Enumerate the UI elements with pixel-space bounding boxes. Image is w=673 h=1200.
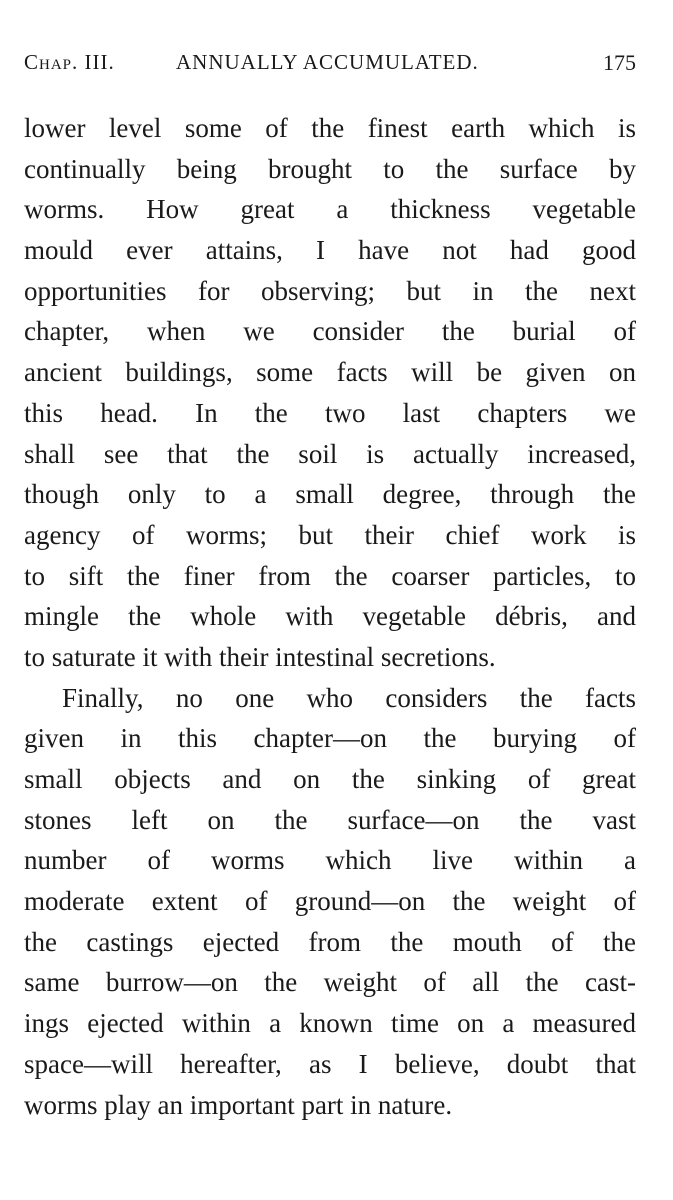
text-line: moderate extent of ground—on the weight of (24, 886, 636, 917)
text-line: number of worms which live within a (24, 845, 636, 876)
text-line: the castings ejected from the mouth of the (24, 926, 636, 957)
text-line: shall see that the soil is actually increased, (24, 438, 636, 469)
text-line: mould ever attains, I have not had good (24, 235, 636, 266)
text-line: small objects and on the sinking of great (24, 764, 636, 794)
text-line: agency of worms; but their chief work is (24, 519, 636, 550)
paragraph-1 (24, 108, 636, 678)
text-line: given in this chapter—on the burying of (24, 723, 636, 754)
text-line: same burrow—on the weight of all the cast- (24, 967, 636, 998)
text-line: opportunities for observing; but in the next (24, 275, 636, 306)
text-line: lower level some of the finest earth which is (24, 113, 636, 143)
text-line: ancient buildings, some facts will be given on (24, 357, 636, 388)
text-line: stones left on the surface—on the vast (24, 804, 636, 835)
text-line: Finally, no one who considers the facts (62, 682, 636, 713)
body-text (24, 108, 636, 1125)
running-title: ANNUALLY ACCUMULATED. (176, 50, 479, 74)
page-number: 175 (603, 50, 636, 75)
text-line: mingle the whole with vegetable débris, and (24, 601, 636, 632)
text-line: though only to a small degree, through the (24, 479, 636, 510)
text-line: to saturate it with their intestinal secretions. (24, 641, 496, 672)
text-line: continually being brought to the surface by (24, 153, 636, 184)
text-line: chapter, when we consider the burial of (24, 316, 636, 347)
text-line: worms. How great a thickness vegetable (24, 194, 636, 225)
paragraph-2 (24, 678, 636, 1126)
text-line: space—will hereafter, as I believe, doubt that (24, 1048, 636, 1079)
book-page (24, 0, 636, 1200)
text-line: this head. In the two last chapters we (24, 397, 636, 428)
text-line: ings ejected within a known time on a measured (24, 1008, 636, 1039)
running-head (24, 50, 636, 80)
text-line: to sift the finer from the coarser particles, to (24, 560, 636, 591)
text-line: worms play an important part in nature. (24, 1089, 453, 1120)
chapter-label: Chap. III. (24, 50, 115, 74)
